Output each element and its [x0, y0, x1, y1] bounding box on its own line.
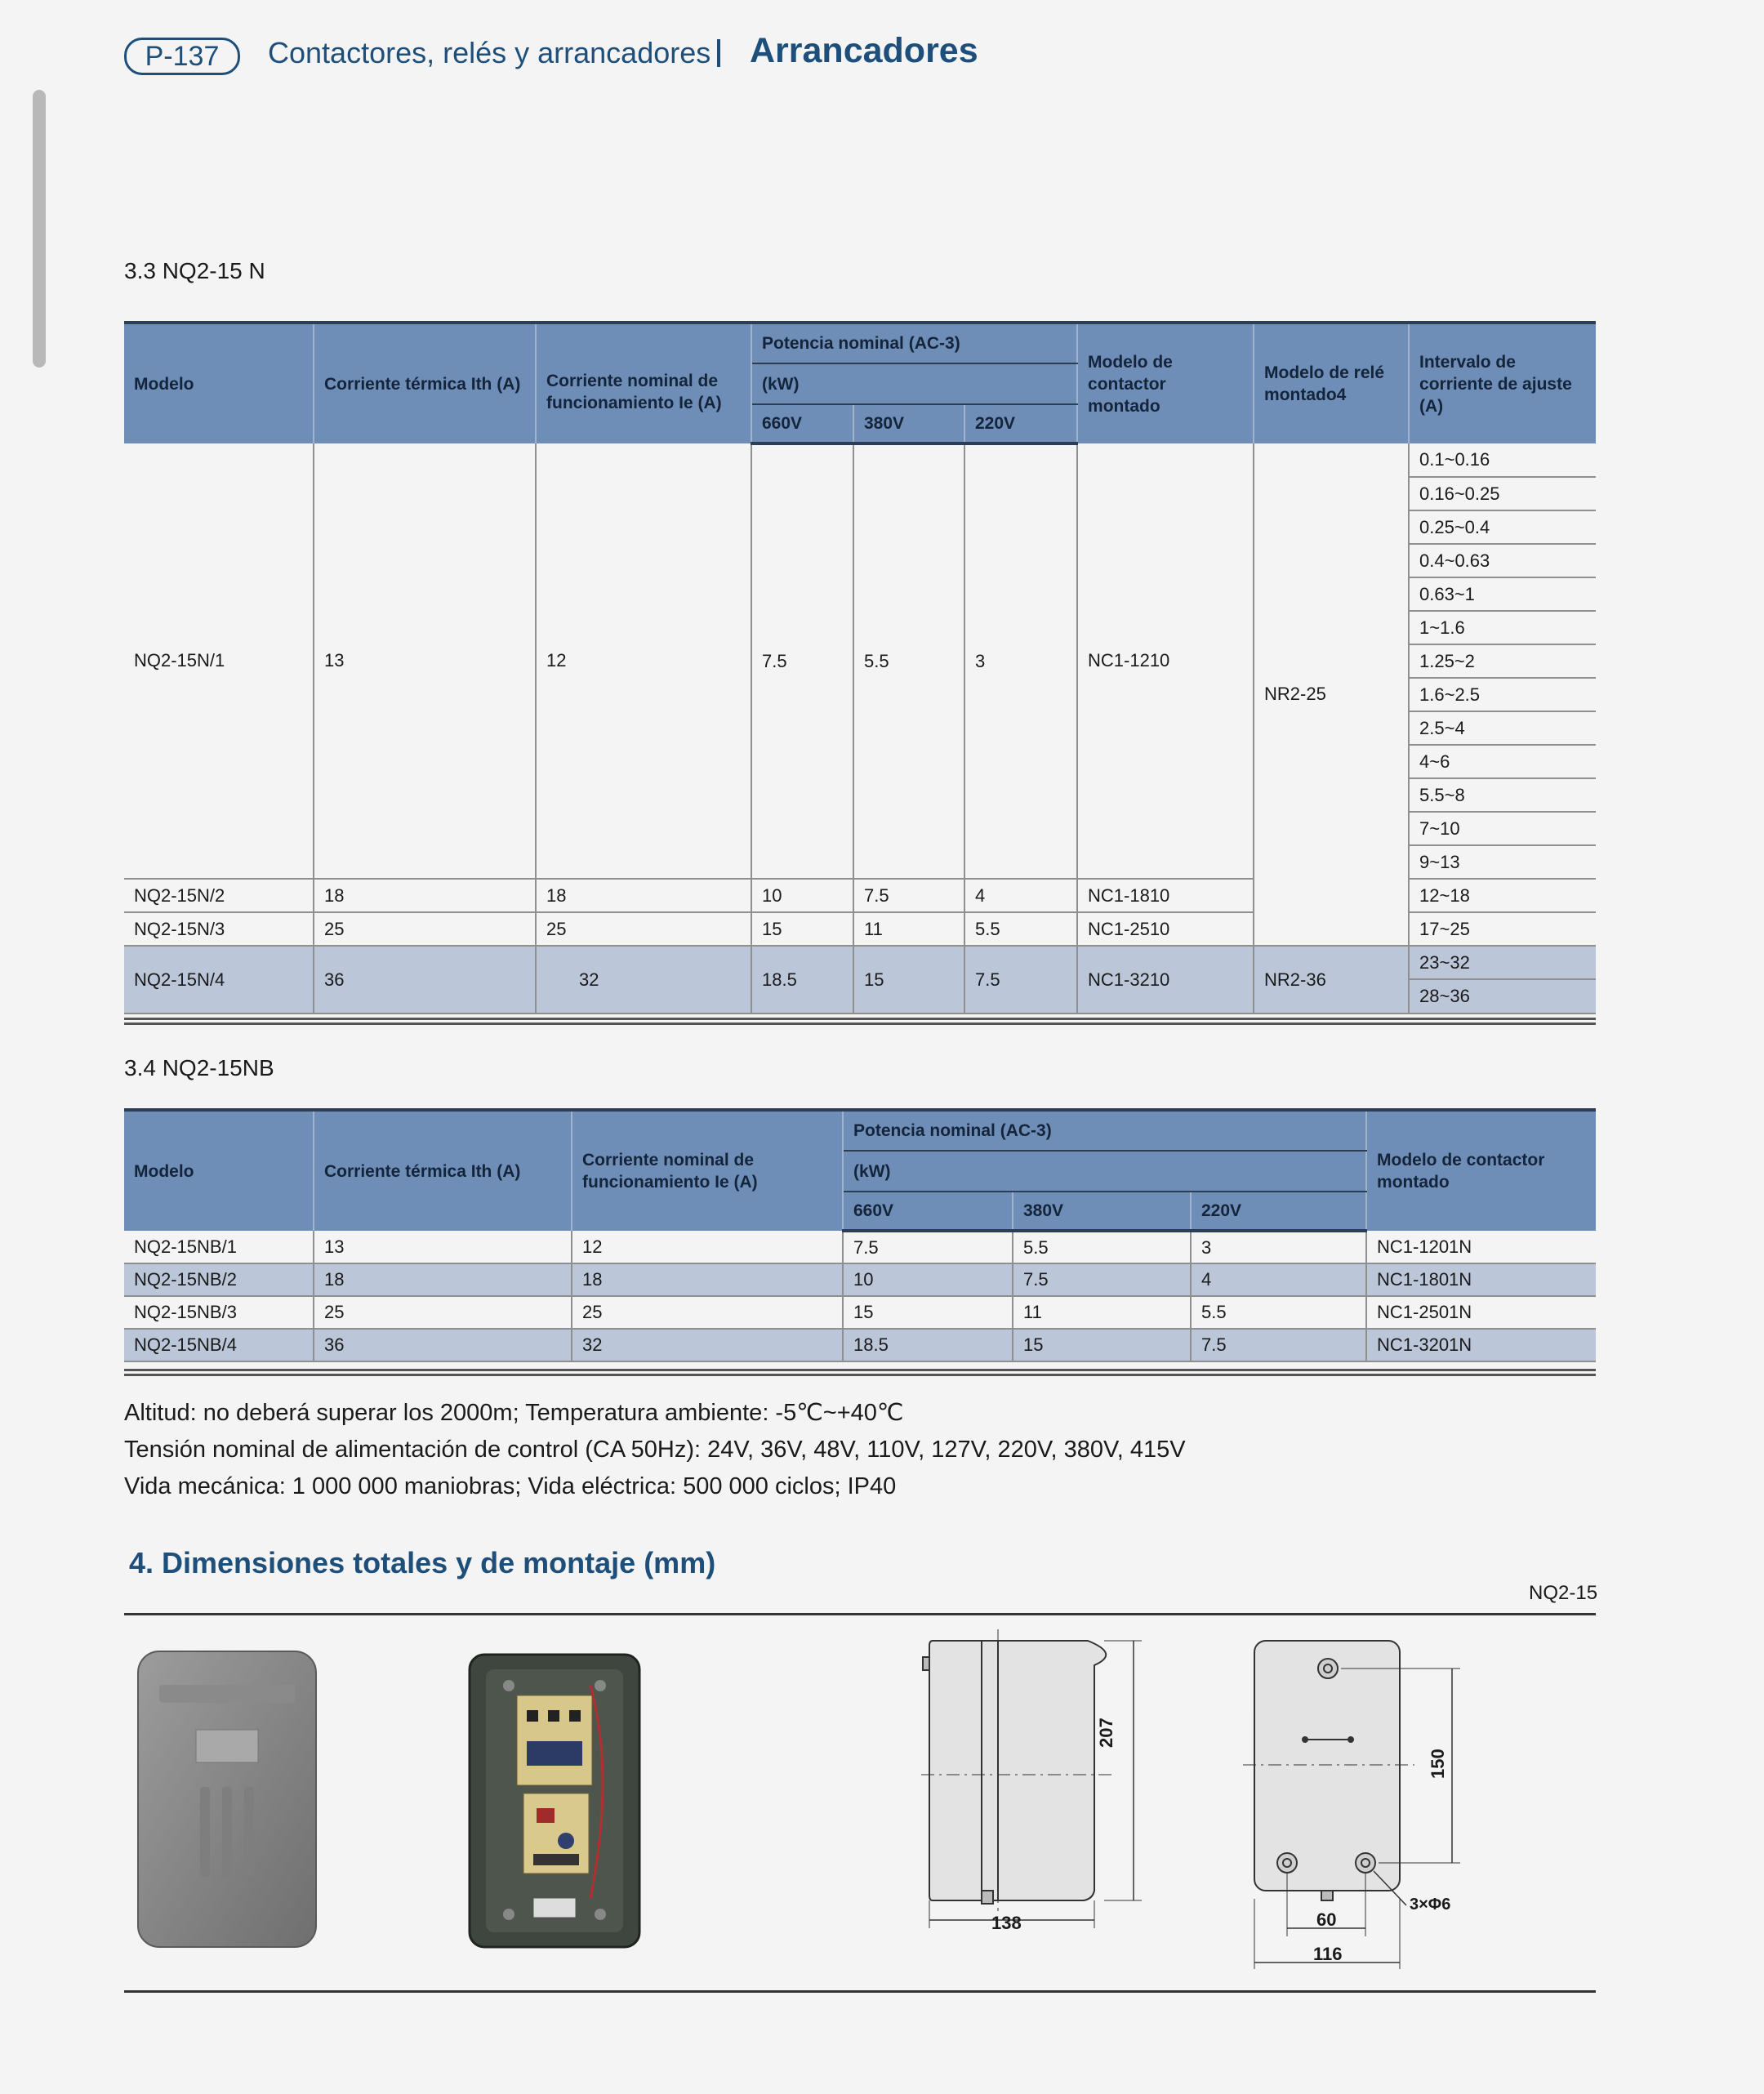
col-corriente-nominal: Corriente nominal de funcionamiento Ie (A): [536, 323, 751, 443]
enclosure-open-photo: [468, 1653, 641, 1949]
table-cell: 5.5: [1191, 1296, 1366, 1329]
col-modelo: Modelo: [124, 1110, 314, 1231]
table-cell: 5.5: [853, 443, 964, 879]
table-cell: NQ2-15N/1: [124, 443, 314, 879]
table-cell: 11: [1013, 1296, 1191, 1329]
table-cell: 12: [572, 1231, 843, 1263]
col-contactor: Modelo de contactor montado: [1077, 323, 1254, 443]
table-cell: 3: [964, 443, 1077, 879]
nq2-15nb-table: [124, 1108, 1596, 1362]
range-cell: 0.25~0.4: [1409, 510, 1596, 544]
col-220v: 220V: [964, 404, 1077, 443]
range-cell: 1.25~2: [1409, 644, 1596, 678]
table-cell: NC1-1201N: [1366, 1231, 1596, 1263]
page-number-badge: P-137: [124, 38, 240, 75]
dim-front-height: 150: [1428, 1749, 1448, 1779]
dim-front-width: 116: [1313, 1944, 1343, 1964]
table-cell: NQ2-15NB/1: [124, 1231, 314, 1263]
range-cell: 17~25: [1409, 912, 1596, 946]
range-cell: 0.4~0.63: [1409, 544, 1596, 577]
table-cell: 25: [572, 1296, 843, 1329]
range-cell: 1.6~2.5: [1409, 678, 1596, 711]
table-cell: 10: [843, 1263, 1013, 1296]
table-cell: NQ2-15NB/3: [124, 1296, 314, 1329]
model-label: NQ2-15: [1529, 1582, 1598, 1604]
table-cell: NC1-3210: [1077, 946, 1254, 1014]
col-corriente-nominal: Corriente nominal de funcionamiento Ie (A): [572, 1110, 843, 1231]
col-380v: 380V: [1013, 1192, 1191, 1231]
scrollbar-thumb[interactable]: [33, 90, 46, 368]
table-cell: NC1-1810: [1077, 879, 1254, 912]
table-cell: 25: [314, 912, 536, 946]
table-cell: NQ2-15N/3: [124, 912, 314, 946]
range-cell: 28~36: [1409, 979, 1596, 1014]
dimensions-title: 4. Dimensiones totales y de montaje (mm): [129, 1546, 716, 1579]
table-cell: 11: [853, 912, 964, 946]
page-title: Arrancadores: [750, 31, 978, 70]
table-cell: 5.5: [964, 912, 1077, 946]
table-bottom-rule: [124, 1369, 1596, 1376]
table-cell: 15: [853, 946, 964, 1014]
col-potencia: Potencia nominal (AC-3): [751, 323, 1077, 363]
dim-hole-spacing: 60: [1316, 1909, 1337, 1930]
table-row: [124, 1329, 1596, 1361]
spec-notes: [124, 1395, 1186, 1505]
table-cell: 32: [572, 1329, 843, 1361]
table-cell: 10: [751, 879, 853, 912]
table-cell: NQ2-15N/2: [124, 879, 314, 912]
col-660v: 660V: [843, 1192, 1013, 1231]
col-corriente-termica: Corriente térmica Ith (A): [314, 323, 536, 443]
table-cell: 15: [751, 912, 853, 946]
table-bottom-rule: [124, 1018, 1596, 1025]
table-row: [124, 1263, 1596, 1296]
table-cell: NC1-2501N: [1366, 1296, 1596, 1329]
table-row: [124, 1296, 1596, 1329]
col-rele: Modelo de relé montado4: [1254, 323, 1409, 443]
dim-side-height: 207: [1096, 1718, 1116, 1748]
table-cell: 7.5: [1013, 1263, 1191, 1296]
col-intervalo: Intervalo de corriente de ajuste (A): [1409, 323, 1596, 443]
table-cell: NR2-36: [1254, 946, 1409, 1014]
table-cell: 18.5: [751, 946, 853, 1014]
header-category: Contactores, relés y arrancadores: [268, 36, 711, 69]
table-cell: 32: [536, 946, 751, 1014]
col-kw: (kW): [751, 363, 1077, 404]
col-contactor: Modelo de contactor montado: [1366, 1110, 1596, 1231]
table-cell: 18: [314, 879, 536, 912]
col-corriente-termica: Corriente térmica Ith (A): [314, 1110, 572, 1231]
table-cell: NC1-3201N: [1366, 1329, 1596, 1361]
note-line: Tensión nominal de alimentación de control (CA 50Hz): 24V, 36V, 48V, 110V, 127V, 220V, 380V, 415V: [124, 1437, 1186, 1463]
table-cell: 7.5: [853, 879, 964, 912]
divider: [124, 1613, 1596, 1615]
side-view-drawing: [916, 1629, 1152, 1948]
dim-side-width: 138: [991, 1913, 1022, 1933]
range-cell: 5.5~8: [1409, 778, 1596, 812]
col-modelo: Modelo: [124, 323, 314, 443]
table-cell: 4: [1191, 1263, 1366, 1296]
col-220v: 220V: [1191, 1192, 1366, 1231]
table-cell: 18: [536, 879, 751, 912]
dim-holes: 3×Φ6: [1410, 1896, 1451, 1914]
col-potencia: Potencia nominal (AC-3): [843, 1110, 1366, 1151]
table-cell: 25: [536, 912, 751, 946]
table-cell: 5.5: [1013, 1231, 1191, 1263]
table-cell: NQ2-15NB/2: [124, 1263, 314, 1296]
range-cell: 0.1~0.16: [1409, 443, 1596, 477]
nq2-15n-table: [124, 321, 1596, 1014]
col-kw: (kW): [843, 1151, 1366, 1192]
table-cell: 15: [1013, 1329, 1191, 1361]
table-cell: NR2-25: [1254, 443, 1409, 946]
table-cell: 7.5: [1191, 1329, 1366, 1361]
table-row: [124, 1231, 1596, 1263]
col-380v: 380V: [853, 404, 964, 443]
note-line: Vida mecánica: 1 000 000 maniobras; Vida eléctrica: 500 000 ciclos; IP40: [124, 1473, 897, 1499]
range-cell: 0.63~1: [1409, 577, 1596, 611]
range-cell: 12~18: [1409, 879, 1596, 912]
note-line: Altitud: no deberá superar los 2000m; Temperatura ambiente: -5℃~+40℃: [124, 1400, 904, 1426]
table-cell: 7.5: [843, 1231, 1013, 1263]
front-view-drawing: [1243, 1629, 1480, 1972]
range-cell: 23~32: [1409, 946, 1596, 979]
table-cell: 7.5: [964, 946, 1077, 1014]
divider: [124, 1990, 1596, 1993]
col-660v: 660V: [751, 404, 853, 443]
range-cell: 0.16~0.25: [1409, 477, 1596, 510]
table-cell: NQ2-15N/4: [124, 946, 314, 1014]
range-cell: 2.5~4: [1409, 711, 1596, 745]
section-34-title: 3.4 NQ2-15NB: [124, 1055, 274, 1080]
enclosure-closed-photo: [135, 1648, 319, 1950]
table-cell: 36: [314, 1329, 572, 1361]
table-cell: 18: [572, 1263, 843, 1296]
range-cell: 7~10: [1409, 812, 1596, 845]
table-cell: 7.5: [751, 443, 853, 879]
header-separator: [717, 39, 720, 67]
section-33-title: 3.3 NQ2-15 N: [124, 258, 265, 283]
table-cell: 4: [964, 879, 1077, 912]
table-cell: 18: [314, 1263, 572, 1296]
table-cell: NQ2-15NB/4: [124, 1329, 314, 1361]
table-cell: 18.5: [843, 1329, 1013, 1361]
table-cell: 3: [1191, 1231, 1366, 1263]
range-cell: 1~1.6: [1409, 611, 1596, 644]
table-cell: NC1-1210: [1077, 443, 1254, 879]
table-cell: 15: [843, 1296, 1013, 1329]
table-cell: NC1-2510: [1077, 912, 1254, 946]
table-cell: 12: [536, 443, 751, 879]
table-cell: 13: [314, 1231, 572, 1263]
range-cell: 4~6: [1409, 745, 1596, 778]
table-cell: 25: [314, 1296, 572, 1329]
range-cell: 9~13: [1409, 845, 1596, 879]
table-cell: 13: [314, 443, 536, 879]
table-cell: 36: [314, 946, 536, 1014]
table-cell: NC1-1801N: [1366, 1263, 1596, 1296]
